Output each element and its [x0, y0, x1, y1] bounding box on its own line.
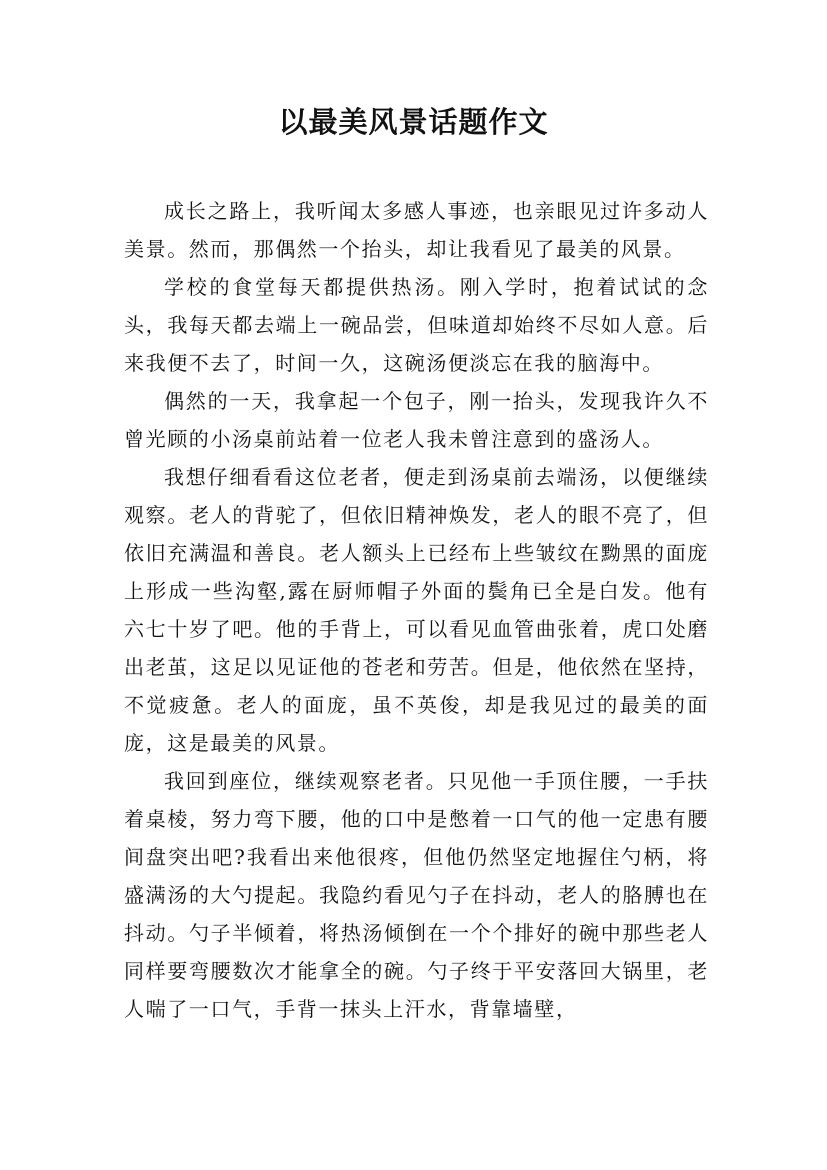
paragraph-3: 偶然的一天，我拿起一个包子，刚一抬头，发现我许久不曾光顾的小汤桌前站着一位老人我未曾注意到的盛汤人。	[124, 389, 709, 451]
paragraph-2: 学校的食堂每天都提供热汤。刚入学时，抱着试试的念头，我每天都去端上一碗品尝，但味道却始终不尽如人意。后来我便不去了，时间一久，这碗汤便淡忘在我的脑海中。	[124, 275, 709, 375]
paragraph-5: 我回到座位，继续观察老者。只见他一手顶住腰，一手扶着桌棱，努力弯下腰，他的口中是憋着一口气的他一定患有腰间盘突出吧?我看出来他很疼，但他仍然坚定地握住勺柄，将盛满汤的大勺提起。我隐约看见勺子在抖动，老人的胳膊也在抖动。勺子半倾着，将热汤倾倒在一个个排好的碗中那些老人同样要弯腰数次才能拿全的碗。勺子终于平安落回大锅里，老人喘了一口气，手背一抹头上汗水，背靠墙壁，	[124, 769, 709, 1021]
essay-body	[124, 192, 709, 1028]
paragraph-4: 我想仔细看看这位老者，便走到汤桌前去端汤，以便继续观察。老人的背驼了，但依旧精神焕发，老人的眼不亮了，但依旧充满温和善良。老人额头上已经布上些皱纹在黝黑的面庞上形成一些沟壑,露在厨师帽子外面的鬓角已全是白发。他有六七十岁了吧。他的手背上，可以看见血管曲张着，虎口处磨出老茧，这足以见证他的苍老和劳苦。但是，他依然在坚持，不觉疲惫。老人的面庞，虽不英俊，却是我见过的最美的面庞，这是最美的风景。	[124, 465, 709, 755]
document-title: 以最美风景话题作文	[278, 105, 549, 139]
paragraph-1: 成长之路上，我听闻太多感人事迹，也亲眼见过许多动人美景。然而，那偶然一个抬头，却让我看见了最美的风景。	[124, 199, 709, 261]
